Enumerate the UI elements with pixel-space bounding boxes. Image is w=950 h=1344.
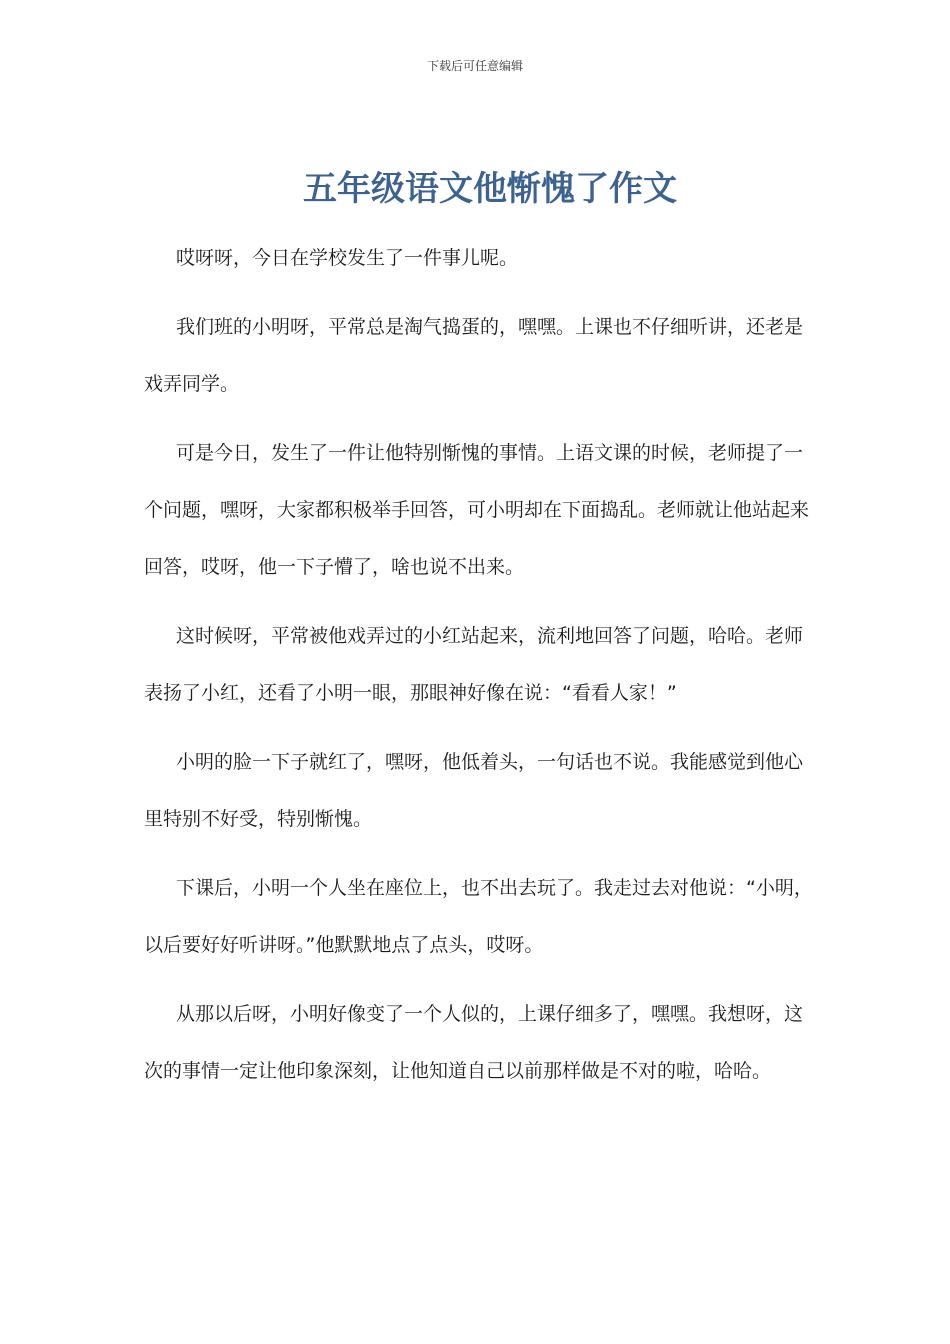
paragraph-6: 下课后，小明一个人坐在座位上，也不出去玩了。我走过去对他说：“小明，以后要好好听讲呀。”他默默地点了点头，哎呀。 [144, 877, 813, 956]
paragraph-2: 我们班的小明呀，平常总是淘气捣蛋的，嘿嘿。上课也不仔细听讲，还老是戏弄同学。 [144, 316, 804, 395]
paragraph-3: 可是今日，发生了一件让他特别惭愧的事情。上语文课的时候，老师提了一个问题，嘿呀，大家都积极举手回答，可小明却在下面捣乱。老师就让他站起来回答，哎呀，他一下子懵了，啥也说不出来。 [144, 442, 810, 578]
document-body [144, 230, 816, 1112]
document-title: 五年级语文他惭愧了作文 [303, 169, 677, 209]
paragraph-4: 这时候呀，平常被他戏弄过的小红站起来，流利地回答了问题，哈哈。老师表扬了小红，还看了小明一眼，那眼神好像在说：“看看人家！” [144, 625, 804, 704]
page-header: 下载后可任意编辑 [426, 59, 523, 73]
paragraph-7: 从那以后呀，小明好像变了一个人似的，上课仔细多了，嘿嘿。我想呀，这次的事情一定让他印象深刻，让他知道自己以前那样做是不对的啦，哈哈。 [144, 1003, 804, 1082]
paragraph-5: 小明的脸一下子就红了，嘿呀，他低着头，一句话也不说。我能感觉到他心里特别不好受，特别惭愧。 [144, 751, 804, 830]
paragraph-1: 哎呀呀，今日在学校发生了一件事儿呢。 [176, 247, 519, 269]
